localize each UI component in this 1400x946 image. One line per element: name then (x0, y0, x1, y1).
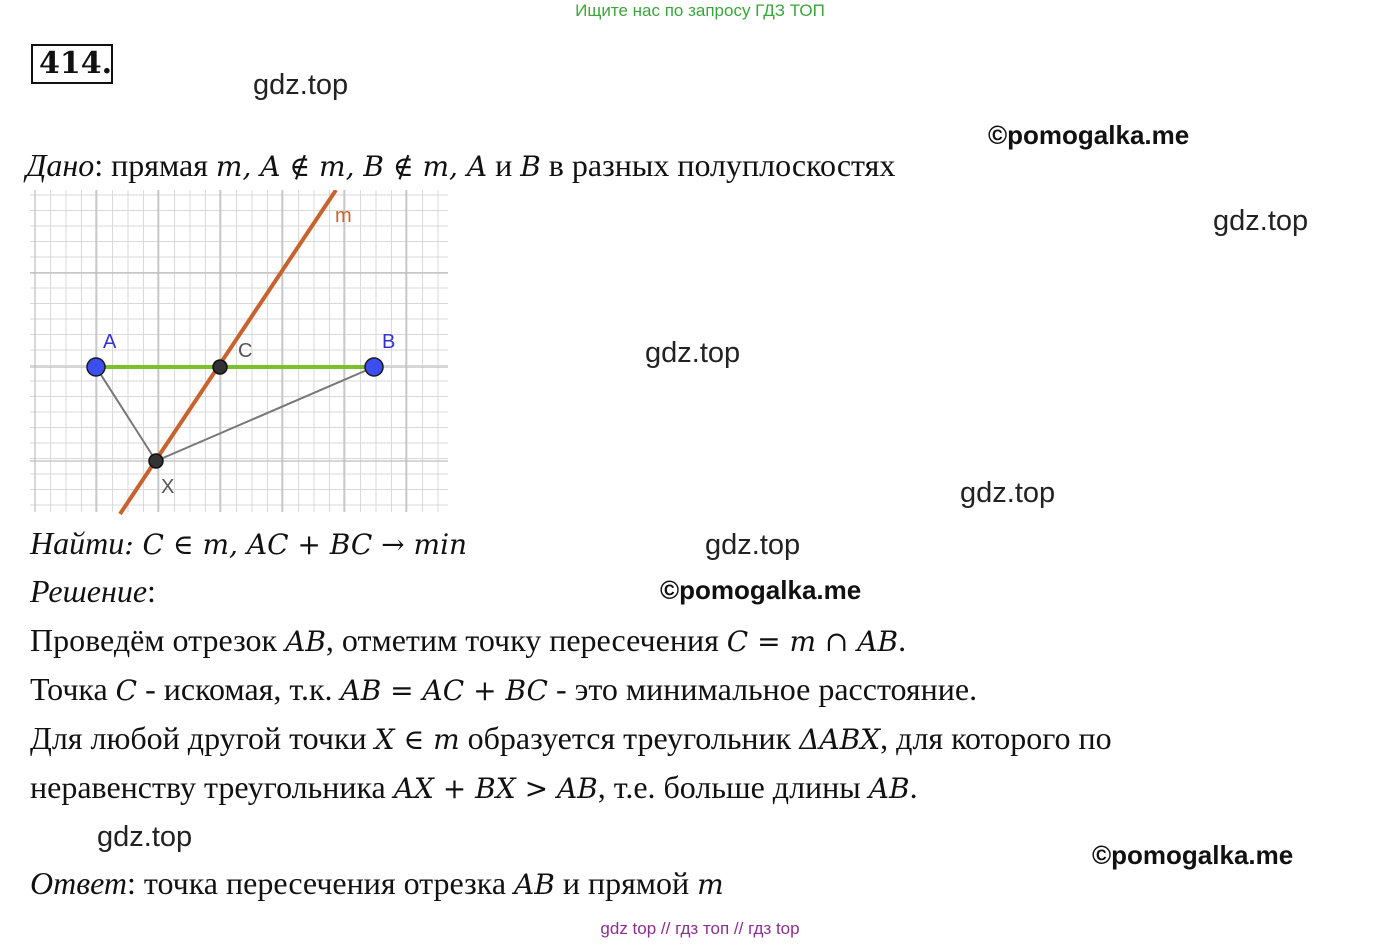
given-label: Дано (26, 147, 95, 183)
answer-line: Ответ: точка пересечения отрезка AB и прямой m (30, 865, 724, 901)
watermark-gdz: gdz.top (960, 477, 1056, 509)
geometry-figure (30, 190, 454, 516)
point-b (365, 358, 383, 376)
given-text-1: : прямая (94, 147, 216, 183)
given-math-2: B (520, 150, 541, 183)
point-a-label: A (103, 331, 117, 353)
answer-label: Ответ (30, 865, 127, 901)
solution-line-3: Для любой другой точки X ∈ m образуется треугольник ΔABX, для которого по (30, 720, 1112, 756)
point-x-label: X (161, 476, 175, 498)
find-line (30, 525, 467, 562)
point-x (149, 454, 163, 468)
watermark-gdz: gdz.top (253, 69, 349, 101)
solution-label: Решение (30, 573, 148, 609)
watermark-pomogalka: ©pomogalka.me (660, 575, 862, 605)
find-label: Найти (30, 525, 125, 561)
watermark-pomogalka: ©pomogalka.me (1092, 840, 1294, 870)
problem-number: 414. (31, 44, 113, 84)
solution-line-1: Проведём отрезок AB, отметим точку пересечения C = m ∩ AB. (30, 622, 907, 658)
top-banner: Ищите нас по запросу ГДЗ ТОП (575, 1, 825, 20)
given-text-2: и (487, 147, 521, 183)
find-math: : C ∈ m, AC + BC → min (124, 528, 468, 561)
line-m-label: m (335, 205, 352, 227)
solution-line-4: неравенству треугольника AX + BX > AB, т.е. больше длины AB. (30, 769, 918, 805)
point-c-label: C (238, 340, 253, 362)
point-a (87, 358, 105, 376)
given-math-1: m, A ∉ m, B ∉ m, A (215, 150, 488, 183)
point-c (213, 360, 227, 374)
solution-heading: Решение: (30, 573, 156, 609)
footer-links: gdz top // гдз топ // гдз top (600, 919, 800, 938)
watermark-gdz: gdz.top (645, 337, 741, 369)
watermark-pomogalka: ©pomogalka.me (988, 120, 1190, 150)
watermark-gdz: gdz.top (705, 529, 801, 561)
solution-line-2: Точка C - искомая, т.к. AB = AC + BC - это минимальное расстояние. (30, 671, 978, 707)
watermark-gdz: gdz.top (1213, 205, 1309, 237)
watermark-gdz: gdz.top (97, 821, 193, 853)
point-b-label: B (382, 331, 396, 353)
given-text-3: в разных полуплоскостях (540, 147, 896, 183)
given-line (26, 147, 895, 184)
